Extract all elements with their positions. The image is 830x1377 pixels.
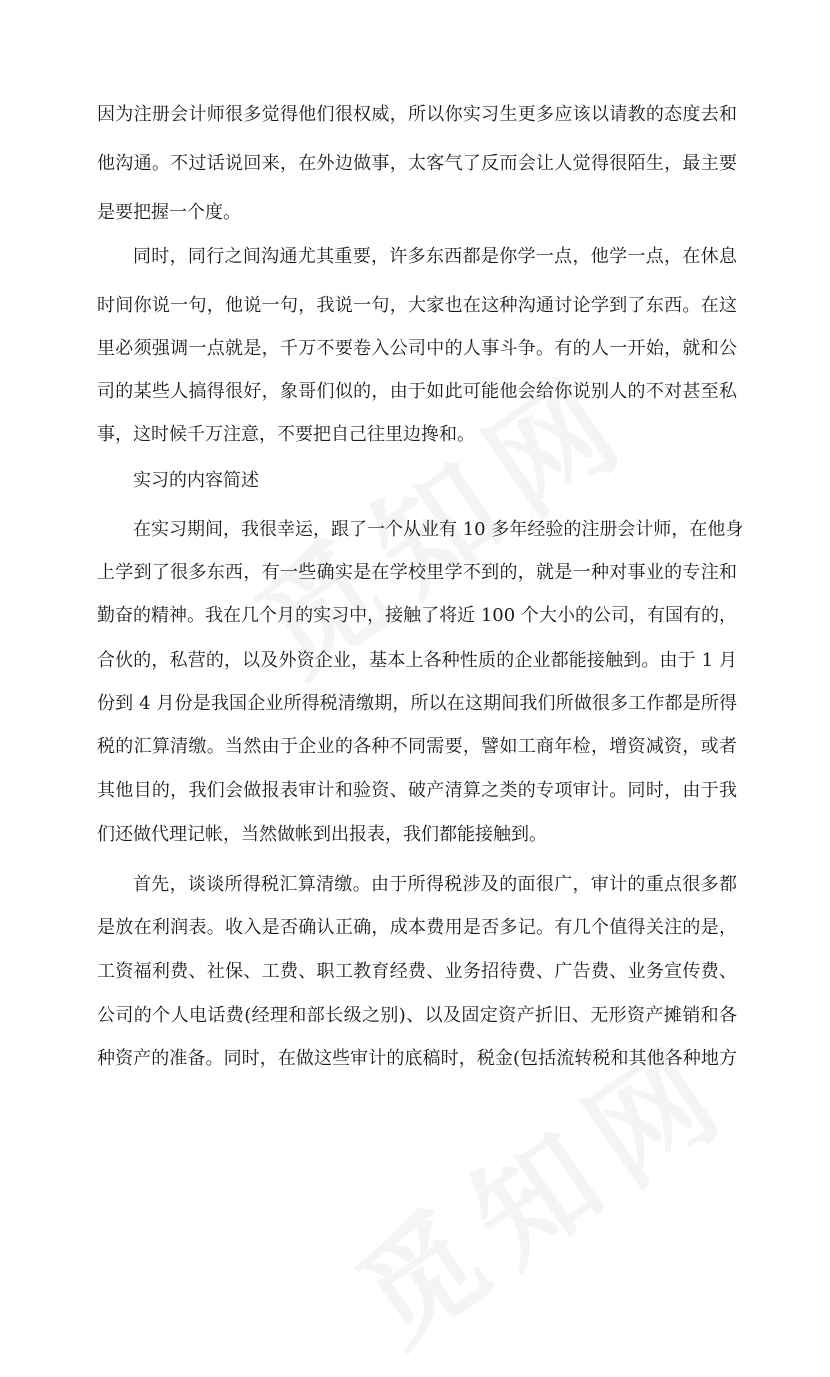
paragraph-line: 种资产的准备。同时，在做这些审计的底稿时，税金(包括流转税和其他各种地方 (97, 1048, 737, 1069)
paragraph-line: 工资福利费、社保、工费、职工教育经费、业务招待费、广告费、业务宣传费、 (97, 961, 737, 982)
section-heading: 实习的内容简述 (133, 470, 259, 491)
paragraph-line: 们还做代理记帐，当然做帐到出报表，我们都能接触到。 (97, 824, 547, 845)
paragraph-line: 是放在利润表。收入是否确认正确，成本费用是否多记。有几个值得关注的是， (97, 917, 737, 938)
paragraph-line: 合伙的，私营的，以及外资企业，基本上各种性质的企业都能接触到。由于 1 月 (97, 650, 737, 671)
paragraph-line: 事，这时候千万注意，不要把自己往里边搀和。 (97, 424, 475, 445)
paragraph-line: 在实习期间，我很幸运，跟了一个从业有 10 多年经验的注册会计师，在他身 (133, 519, 744, 540)
paragraph-line: 勤奋的精神。我在几个月的实习中，接触了将近 100 个大小的公司，有国有的， (97, 605, 737, 626)
paragraph-line: 份到 4 月份是我国企业所得税清缴期，所以在这期间我们所做很多工作都是所得 (97, 693, 737, 714)
paragraph-line: 首先，谈谈所得税汇算清缴。由于所得税涉及的面很广，审计的重点很多都 (133, 874, 737, 895)
paragraph-line: 税的汇算清缴。当然由于企业的各种不同需要，譬如工商年检，增资减资，或者 (97, 736, 737, 757)
paragraph-line: 其他目的，我们会做报表审计和验资、破产清算之类的专项审计。同时，由于我 (97, 780, 737, 801)
paragraph-line: 司的某些人搞得很好，象哥们似的，由于如此可能他会给你说别人的不对甚至私 (97, 381, 737, 402)
paragraph-line: 时间你说一句，他说一句，我说一句，大家也在这种沟通讨论学到了东西。在这 (97, 295, 737, 316)
paragraph-line: 里必须强调一点就是，千万不要卷入公司中的人事斗争。有的人一开始，就和公 (97, 338, 737, 359)
paragraph-line: 公司的个人电话费(经理和部长级之别)、以及固定资产折旧、无形资产摊销和各 (97, 1005, 737, 1026)
paragraph-line: 他沟通。不过话说回来，在外边做事，太客气了反而会让人觉得很陌生，最主要 (97, 153, 737, 174)
paragraph-line: 同时，同行之间沟通尤其重要，许多东西都是你学一点，他学一点，在休息 (133, 246, 737, 267)
paragraph-line: 因为注册会计师很多觉得他们很权威，所以你实习生更多应该以请教的态度去和 (97, 104, 737, 125)
paragraph-line: 上学到了很多东西，有一些确实是在学校里学不到的，就是一种对事业的专注和 (97, 562, 737, 583)
paragraph-line: 是要把握一个度。 (97, 202, 241, 223)
